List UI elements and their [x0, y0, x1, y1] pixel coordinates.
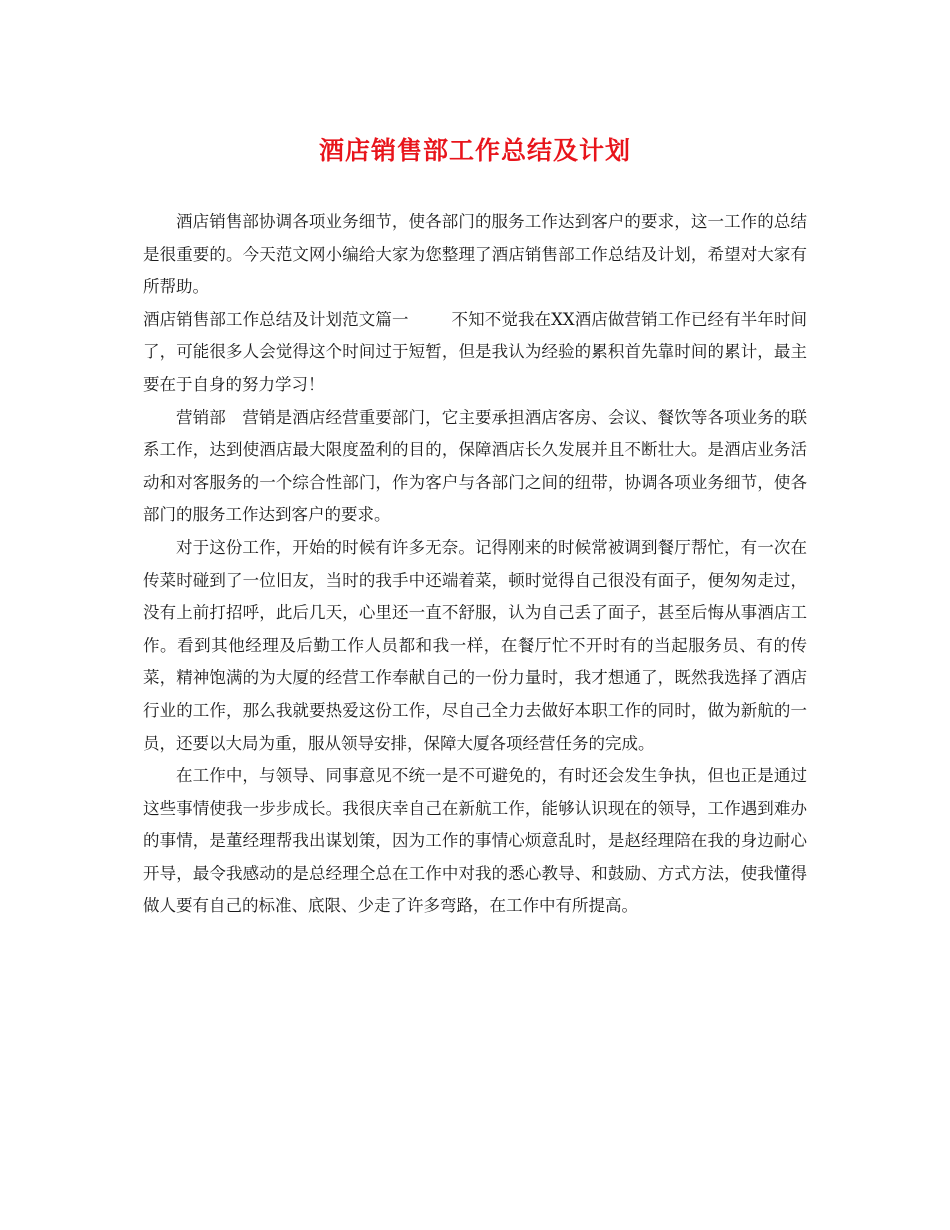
- document-body: [143, 206, 807, 923]
- paragraph-sample-one: [143, 304, 807, 402]
- section-heading-sample-one: 酒店销售部工作总结及计划范文篇一: [143, 309, 409, 329]
- section-heading-sales-dept: 营销部: [176, 407, 226, 427]
- paragraph-text: 营销是酒店经营重要部门，它主要承担酒店客房、会议、餐饮等各项业务的联系工作，达到使酒店最大限度盈利的目的，保障酒店长久发展并且不断壮大。是酒店业务活动和对客服务的一个综合性部门，作为客户与各部门之间的纽带，协调各项业务细节，使各部门的服务工作达到客户的要求。: [143, 407, 808, 525]
- paragraph-text: 不知不觉我在XX酒店做营销工作已经有半年时间了，可能很多人会觉得这个时间过于短暂，但是我认为经验的累积首先靠时间的累计，最主要在于自身的努力学习！: [143, 309, 807, 394]
- paragraph-sales-dept: [143, 402, 807, 532]
- paragraph-intro: 酒店销售部协调各项业务细节，使各部门的服务工作达到客户的要求，这一工作的总结是很重要的。今天范文网小编给大家为您整理了酒店销售部工作总结及计划，希望对大家有所帮助。: [143, 212, 807, 297]
- paragraph-experience: 对于这份工作，开始的时候有许多无奈。记得刚来的时候常被调到餐厅帮忙，有一次在传菜时碰到了一位旧友，当时的我手中还端着菜，顿时觉得自己很没有面子，便匆匆走过，没有上前打招呼，此后几天，心里还一直不舒服，认为自己丢了面子，甚至后悔从事酒店工作。看到其他经理及后勤工作人员都和我一样，在餐厅忙不开时有的当起服务员、有的传菜，精神饱满的为大厦的经营工作奉献自己的一份力量时，我才想通了，既然我选择了酒店行业的工作，那么我就要热爱这份工作，尽自己全力去做好本职工作的同时，做为新航的一员，还要以大局为重，服从领导安排，保障大厦各项经营任务的完成。: [143, 537, 807, 753]
- paragraph-growth: 在工作中，与领导、同事意见不统一是不可避免的，有时还会发生争执，但也正是通过这些事情使我一步步成长。我很庆幸自己在新航工作，能够认识现在的领导，工作遇到难办的事情，是董经理帮我出谋划策，因为工作的事情心烦意乱时，是赵经理陪在我的身边耐心开导，最令我感动的是总经理仝总在工作中对我的悉心教导、和鼓励、方式方法，使我懂得做人要有自己的标准、底限、少走了许多弯路，在工作中有所提高。: [143, 766, 807, 916]
- document-title: 酒店销售部工作总结及计划: [318, 136, 631, 165]
